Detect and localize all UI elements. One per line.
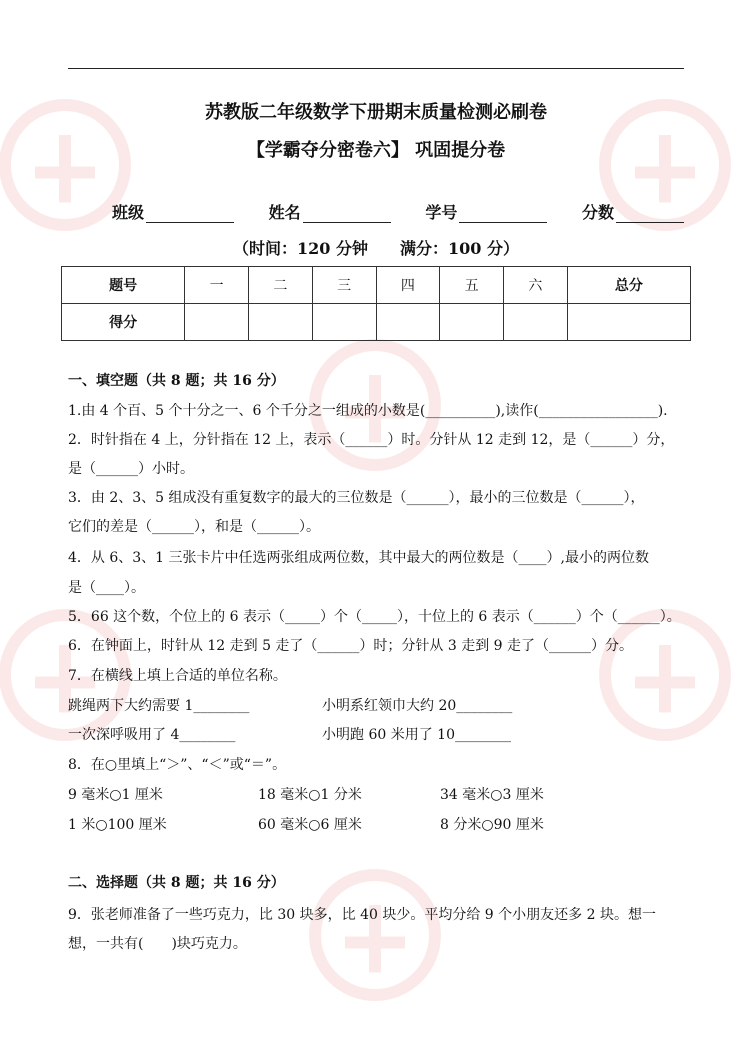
question-6: 6．在钟面上，时针从 12 走到 5 走了（______）时；分针从 3 走到 9 走了（______）分。: [68, 638, 634, 654]
question-7-item: 跳绳两下大约需要 1________: [68, 698, 250, 714]
score-field[interactable]: [582, 200, 684, 223]
question-8-item: 9 毫米○1 厘米: [68, 787, 163, 803]
class-field[interactable]: [112, 200, 234, 223]
table-header-cell: 三: [312, 267, 376, 304]
table-row: [62, 304, 691, 341]
table-row: [62, 267, 691, 304]
score-cell[interactable]: [185, 304, 249, 341]
score-label: 分数: [581, 203, 614, 222]
question-8: 8．在○里填上“＞”、“＜”或“＝”。: [68, 757, 287, 773]
question-8-item: 34 毫米○3 厘米: [440, 787, 544, 803]
student-number-field[interactable]: [425, 200, 547, 223]
score-cell[interactable]: [504, 304, 568, 341]
question-5: 5．66 这个数，个位上的 6 表示（_____）个（_____），十位上的 6 表示（______）个（______）。: [68, 609, 681, 625]
table-header-cell: 题号: [62, 267, 185, 304]
section-heading-choice: 二、选择题（共 8 题；共 16 分）: [68, 875, 285, 891]
question-7-item: 一次深呼吸用了 4________: [68, 727, 236, 743]
table-header-cell: 总分: [567, 267, 690, 304]
question-2: 2．时针指在 4 上，分针指在 12 上，表示（______）时。分针从 12 走到 12，是（______）分，: [68, 432, 675, 448]
question-3-cont: 它们的差是（______），和是（______）。: [68, 519, 320, 535]
score-cell[interactable]: [440, 304, 504, 341]
exam-time-info: （时间：120 分钟 满分：100 分）: [233, 239, 519, 258]
score-cell[interactable]: [249, 304, 313, 341]
score-cell[interactable]: [312, 304, 376, 341]
question-8-item: 18 毫米○1 分米: [258, 787, 362, 803]
question-8-item: 8 分米○90 厘米: [440, 817, 544, 833]
score-blank[interactable]: [616, 204, 684, 223]
class-label: 班级: [112, 203, 145, 222]
table-header-cell: 五: [440, 267, 504, 304]
name-blank[interactable]: [303, 204, 391, 223]
question-8-item: 60 毫米○6 厘米: [258, 817, 362, 833]
question-4-cont: 是（____）。: [68, 580, 145, 596]
page-title: 苏教版二年级数学下册期末质量检测必刷卷: [205, 102, 547, 123]
name-field[interactable]: [269, 200, 391, 223]
question-9-cont: 想，一共有( )块巧克力。: [68, 936, 247, 952]
score-cell[interactable]: [376, 304, 440, 341]
question-7: 7．在横线上填上合适的单位名称。: [68, 668, 287, 684]
class-blank[interactable]: [146, 204, 234, 223]
table-header-cell: 六: [504, 267, 568, 304]
header-rule: [68, 68, 684, 69]
table-header-cell: 二: [249, 267, 313, 304]
watermark-logo-icon: [300, 860, 450, 1010]
student-number-blank[interactable]: [459, 204, 547, 223]
question-8-item: 1 米○100 厘米: [68, 817, 167, 833]
question-7-item: 小明跑 60 米用了 10________: [322, 727, 511, 743]
score-row-label: 得分: [62, 304, 185, 341]
question-4: 4．从 6、3、1 三张卡片中任选两张组成两位数，其中最大的两位数是（____）,最小的两位数: [68, 550, 649, 566]
question-3: 3．由 2、3、5 组成没有重复数字的最大的三位数是（______），最小的三位数是（______），: [68, 490, 645, 506]
table-header-cell: 四: [376, 267, 440, 304]
student-info-row: [112, 200, 684, 223]
question-1: 1.由 4 个百、5 个十分之一、6 个千分之一组成的小数是(__________),读作(_________________).: [68, 403, 668, 419]
question-9: 9．张老师准备了一些巧克力，比 30 块多，比 40 块少。平均分给 9 个小朋友还多 2 块。想一: [68, 907, 656, 923]
table-header-cell: 一: [185, 267, 249, 304]
question-7-item: 小明系红领巾大约 20________: [322, 698, 513, 714]
question-2-cont: 是（______）小时。: [68, 461, 194, 477]
page-subtitle: 【学霸夺分密卷六】 巩固提分卷: [246, 140, 506, 161]
score-table: [61, 266, 691, 341]
score-cell[interactable]: [567, 304, 690, 341]
name-label: 姓名: [268, 203, 301, 222]
section-heading-fill-blank: 一、填空题（共 8 题；共 16 分）: [68, 373, 285, 389]
student-number-label: 学号: [425, 203, 458, 222]
